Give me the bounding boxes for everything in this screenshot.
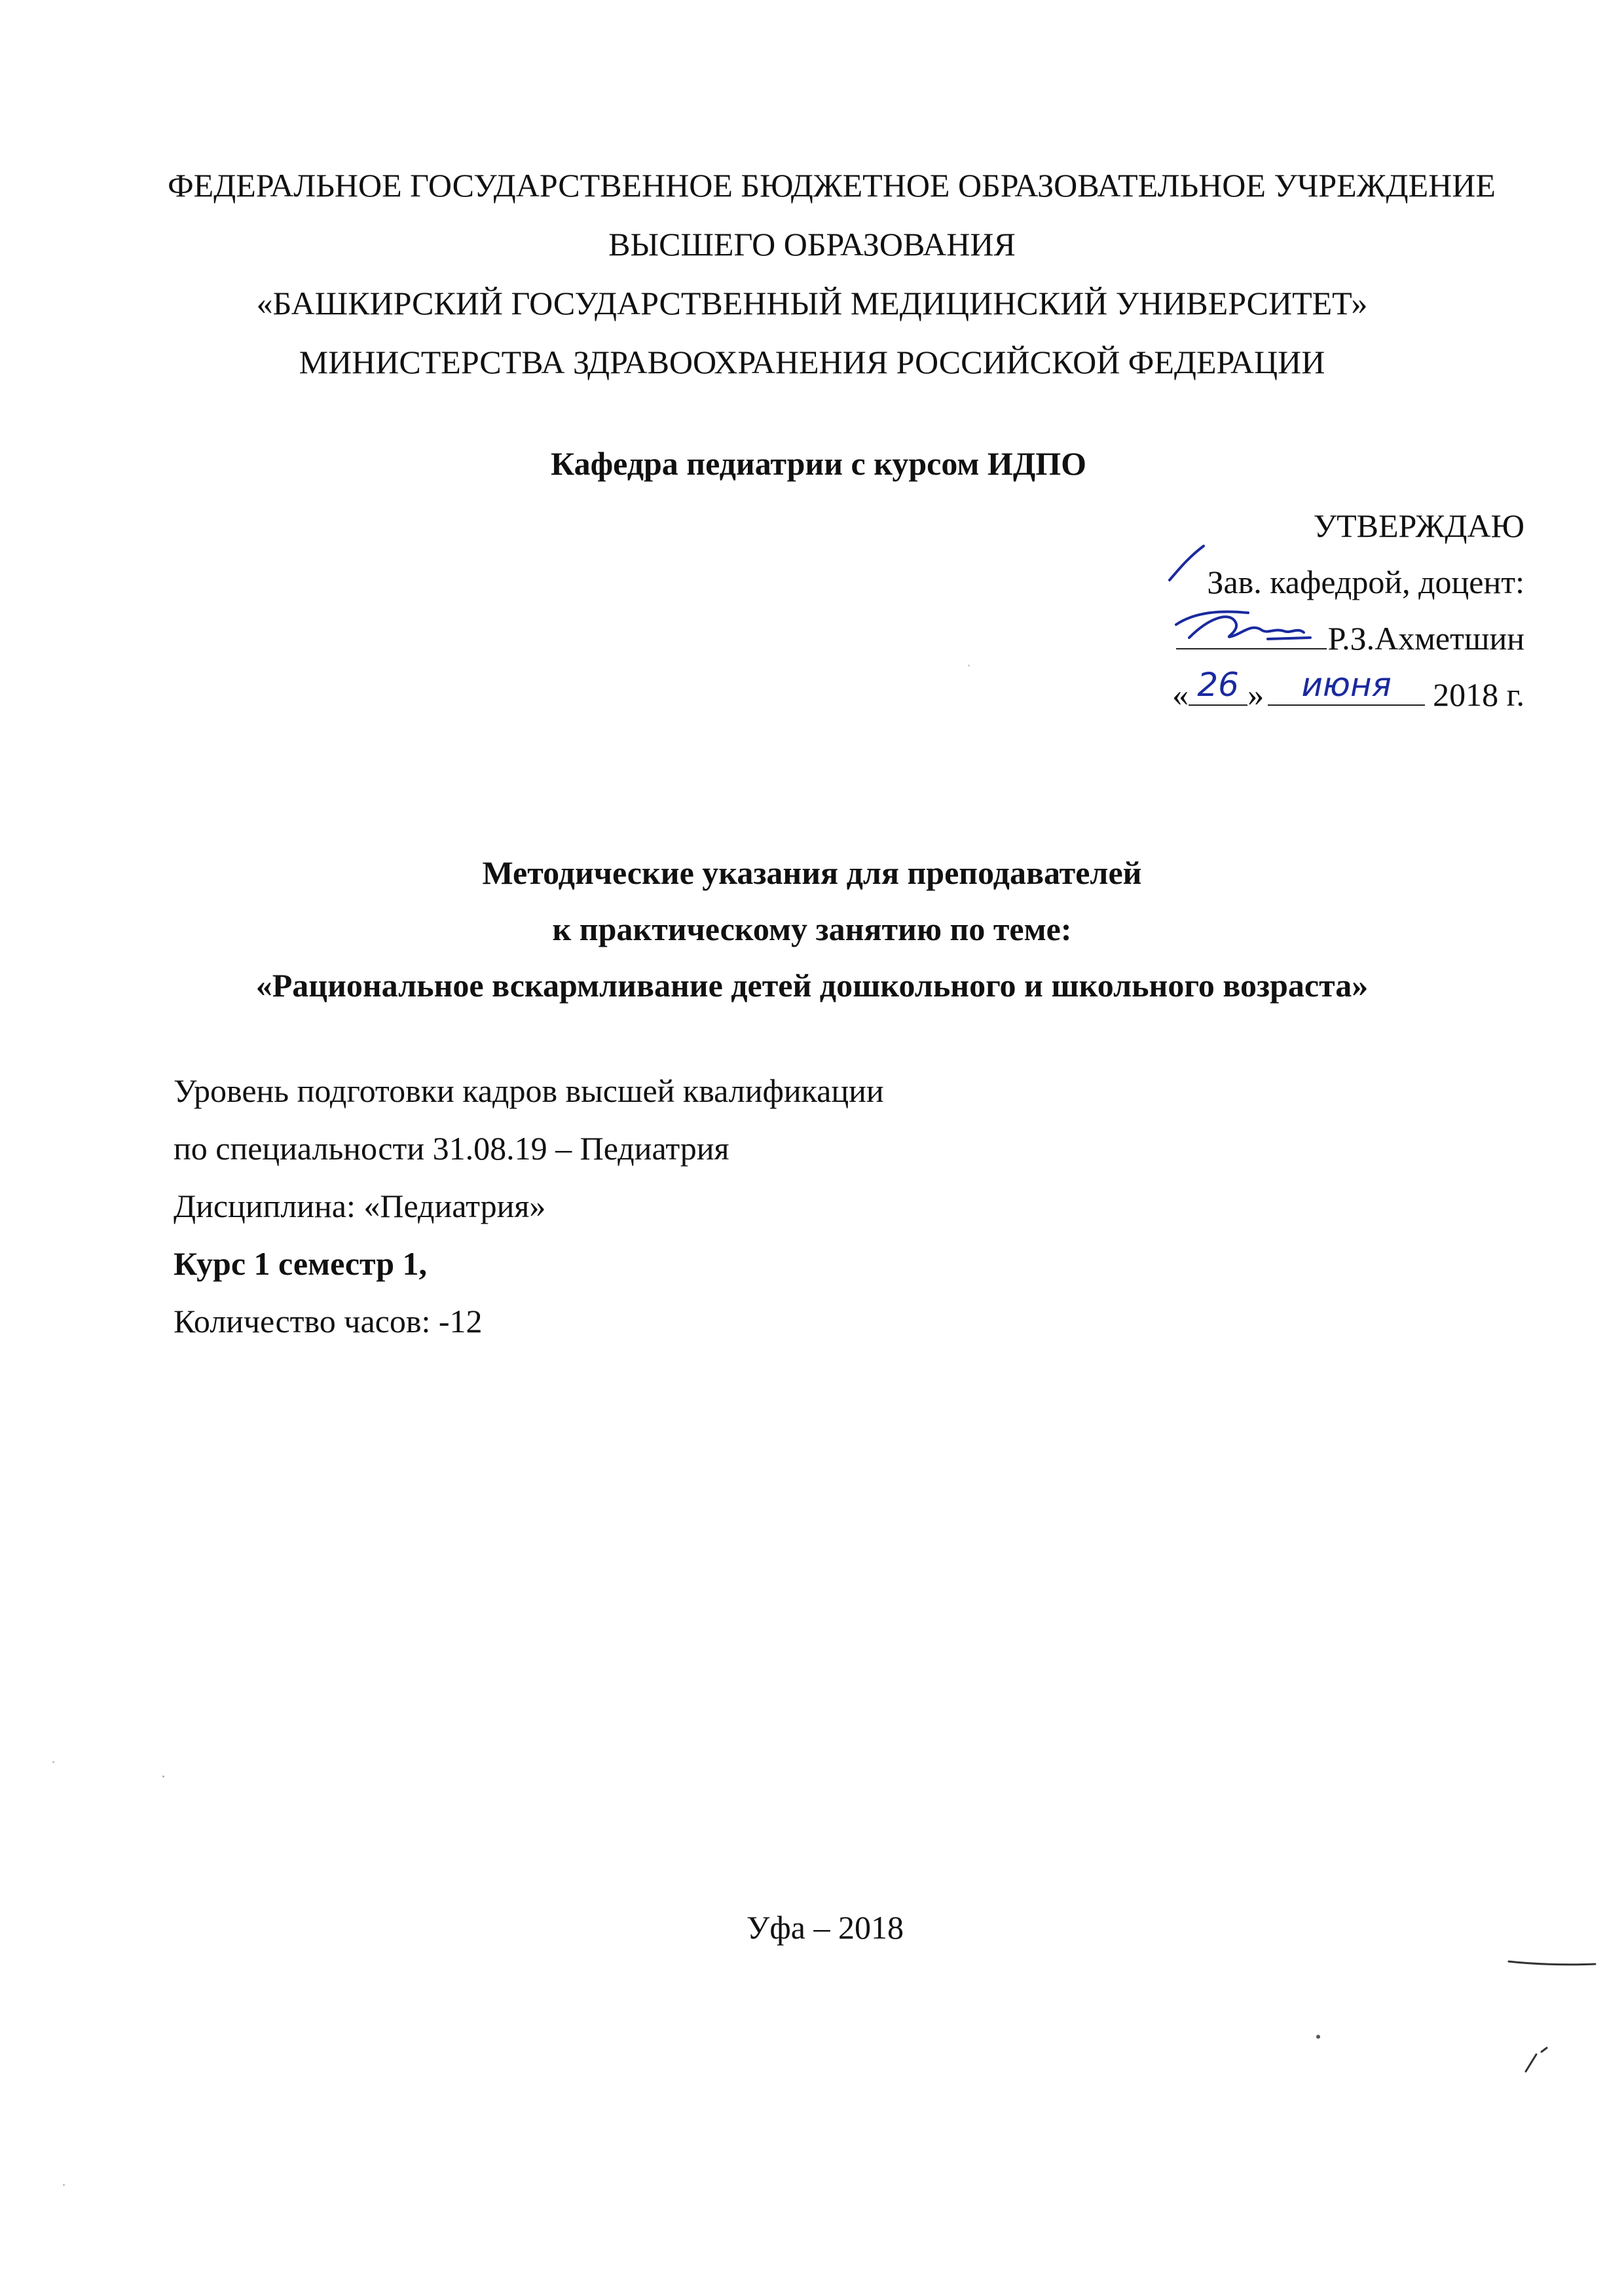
- approver-name: Р.З.Ахметшин: [1327, 620, 1524, 657]
- institution-header: [0, 156, 1624, 392]
- scan-mark-slash: [1519, 2043, 1559, 2075]
- title-line-3: «Рациональное вскармливание детей дошкольного и школьного возраста»: [255, 967, 1369, 1004]
- scan-speck: [63, 2184, 65, 2186]
- approval-position: Зав. кафедрой, доцент:: [1207, 564, 1524, 600]
- document-title: [0, 845, 1624, 1013]
- date-day-handwritten: 26: [1197, 666, 1239, 704]
- approval-date-row: [1001, 666, 1524, 723]
- scan-speck: [968, 665, 970, 666]
- header-line-1: ФЕДЕРАЛЬНОЕ ГОСУДАРСТВЕННОЕ БЮДЖЕТНОЕ ОБРАЗОВАТЕЛЬНОЕ УЧРЕЖДЕНИЕ: [168, 167, 1496, 204]
- title-line-1: Методические указания для преподавателей: [482, 854, 1142, 891]
- scan-speck: [1316, 2035, 1320, 2039]
- scan-speck: [162, 1776, 164, 1777]
- city-year-footer: Уфа – 2018: [747, 1909, 904, 1946]
- date-day-blank: [1189, 668, 1247, 706]
- approval-heading: УТВЕРЖДАЮ: [1313, 507, 1524, 544]
- title-line-2: к практическому занятию по теме:: [552, 911, 1072, 947]
- training-level: Уровень подготовки кадров высшей квалификации: [174, 1072, 884, 1109]
- date-year: 2018 г.: [1433, 676, 1524, 713]
- header-line-2: ВЫСШЕГО ОБРАЗОВАНИЯ: [608, 226, 1016, 263]
- header-line-3: «БАШКИРСКИЙ ГОСУДАРСТВЕННЫЙ МЕДИЦИНСКИЙ УНИВЕРСИТЕТ»: [256, 285, 1368, 321]
- date-quote-open: «: [1172, 676, 1189, 713]
- course-info: [174, 1062, 884, 1350]
- course-semester: Курс 1 семестр 1,: [174, 1245, 428, 1282]
- approval-signature-row: [1001, 610, 1524, 666]
- department-name: Кафедра педиатрии с курсом ИДПО: [550, 445, 1087, 482]
- handwritten-signature: [1170, 598, 1333, 651]
- hours-count: Количество часов: -12: [174, 1303, 483, 1339]
- specialty: по специальности 31.08.19 – Педиатрия: [174, 1130, 729, 1167]
- header-line-4: МИНИСТЕРСТВА ЗДРАВООХРАНЕНИЯ РОССИЙСКОЙ ФЕДЕРАЦИИ: [299, 344, 1325, 380]
- date-month-handwritten: июня: [1301, 666, 1392, 704]
- scan-mark-line: [1506, 1956, 1598, 1969]
- approval-block: [1001, 498, 1524, 723]
- discipline: Дисциплина: «Педиатрия»: [174, 1188, 546, 1224]
- signature-line: [1176, 610, 1327, 649]
- date-month-blank: [1268, 668, 1425, 706]
- date-quote-close: »: [1247, 676, 1264, 713]
- scan-speck: [52, 1761, 54, 1763]
